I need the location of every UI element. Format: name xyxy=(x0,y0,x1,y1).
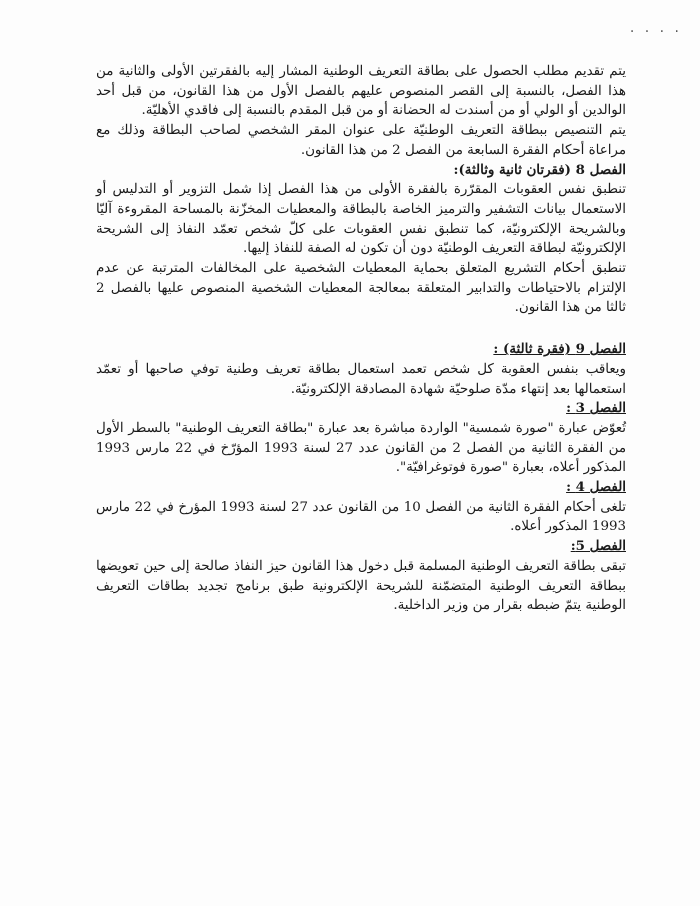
heading-article-5: الفصل 5: xyxy=(570,538,626,555)
paragraph-article-3: تُعوّض عبارة "صورة شمسية" الواردة مباشرة بعد عبارة "بطاقة التعريف الوطنية" بالسطر الأول من الفقرة الثانية من الفصل 2 من القانون عدد 27 لسنة 1993 المؤرّخ في 22 مارس 1993 المذكور أعلاه، بعبارة "صورة فوتوغرافيّة". xyxy=(96,420,627,476)
paragraph-article-9: ويعاقب بنفس العقوبة كل شخص تعمد استعمال بطاقة تعريف وطنية توفي صاحبها أو تعمّد استعمالها بعد إنتهاء مدّة صلوحيّة شهادة المصادقة الإلكترونيّة. xyxy=(96,361,626,397)
section-gap xyxy=(96,318,626,340)
paragraph-article-8-penalties: تنطبق نفس العقوبات المقرّرة بالفقرة الأولى من هذا الفصل إذا شمل التزوير أو التدليس أو الاستعمال بيانات التشفير والترميز الخاصة بالبطاقة والمعطيات المخزّنة بالمساحة المقروءة آليّا وبالشريحة الإلكترونيّة، كما تنطبق نفس العقوبات على كلّ شخص تعمّد النفاذ إلى الشريحة الإلكترونيّة لبطاقة التعريف الوطنيّة دون أن تكون له الصفة للنفاذ إليها. xyxy=(96,182,626,257)
heading-article-8: الفصل 8 (فقرتان ثانية وثالثة): xyxy=(453,161,626,178)
document-body xyxy=(96,62,626,616)
paragraph-address-mention: يتم التنصيص ببطاقة التعريف الوطنيّة على عنوان المقر الشخصي لصاحب البطاقة وذلك مع مراعاة أحكام الفقرة السابعة من الفصل 2 من هذا القانون. xyxy=(96,123,626,158)
paragraph-article-4: تلغى أحكام الفقرة الثانية من الفصل 10 من القانون عدد 27 لسنة 1993 المؤرخ في 22 مارس 1993 المذكور أعلاه. xyxy=(96,499,626,535)
heading-article-3: الفصل 3 : xyxy=(566,400,626,417)
heading-article-9: الفصل 9 (فقرة ثالثة) : xyxy=(493,341,626,358)
paragraph-guardian-application: يتم تقديم مطلب الحصول على بطاقة التعريف الوطنية المشار إليه بالفقرتين الأولى والثانية من هذا الفصل، بالنسبة إلى القصر المنصوص عليهم بالفصل الأول من هذا القانون، من قبل أحد الوالدين أو الولي أو من أسندت له الحضانة أو من قبل المقدم بالنسبة إلى فاقدي الأهليّة. xyxy=(96,64,626,119)
paragraph-article-5: تبقى بطاقة التعريف الوطنية المسلمة قبل دخول هذا القانون حيز النفاذ صالحة إلى حين تعويضها ببطاقة التعريف الوطنية المتضمّنة للشريحة الإلكترونية طبق برنامج تجديد بطاقات التعريف الوطنية يتمّ ضبطه بقرار من وزير الداخلية. xyxy=(96,558,626,614)
paragraph-article-8-data-protection: تنطبق أحكام التشريع المتعلق بحماية المعطيات الشخصية على المخالفات المترتبة عن عدم الإلتزام بالاحتياطات والتدابير المتعلقة بمعالجة المعطيات الشخصية المنصوص عليها بالفصل 2 ثالثا من هذا القانون. xyxy=(96,261,626,316)
heading-article-4: الفصل 4 : xyxy=(566,479,626,496)
corner-marks: · · · · xyxy=(629,24,682,40)
